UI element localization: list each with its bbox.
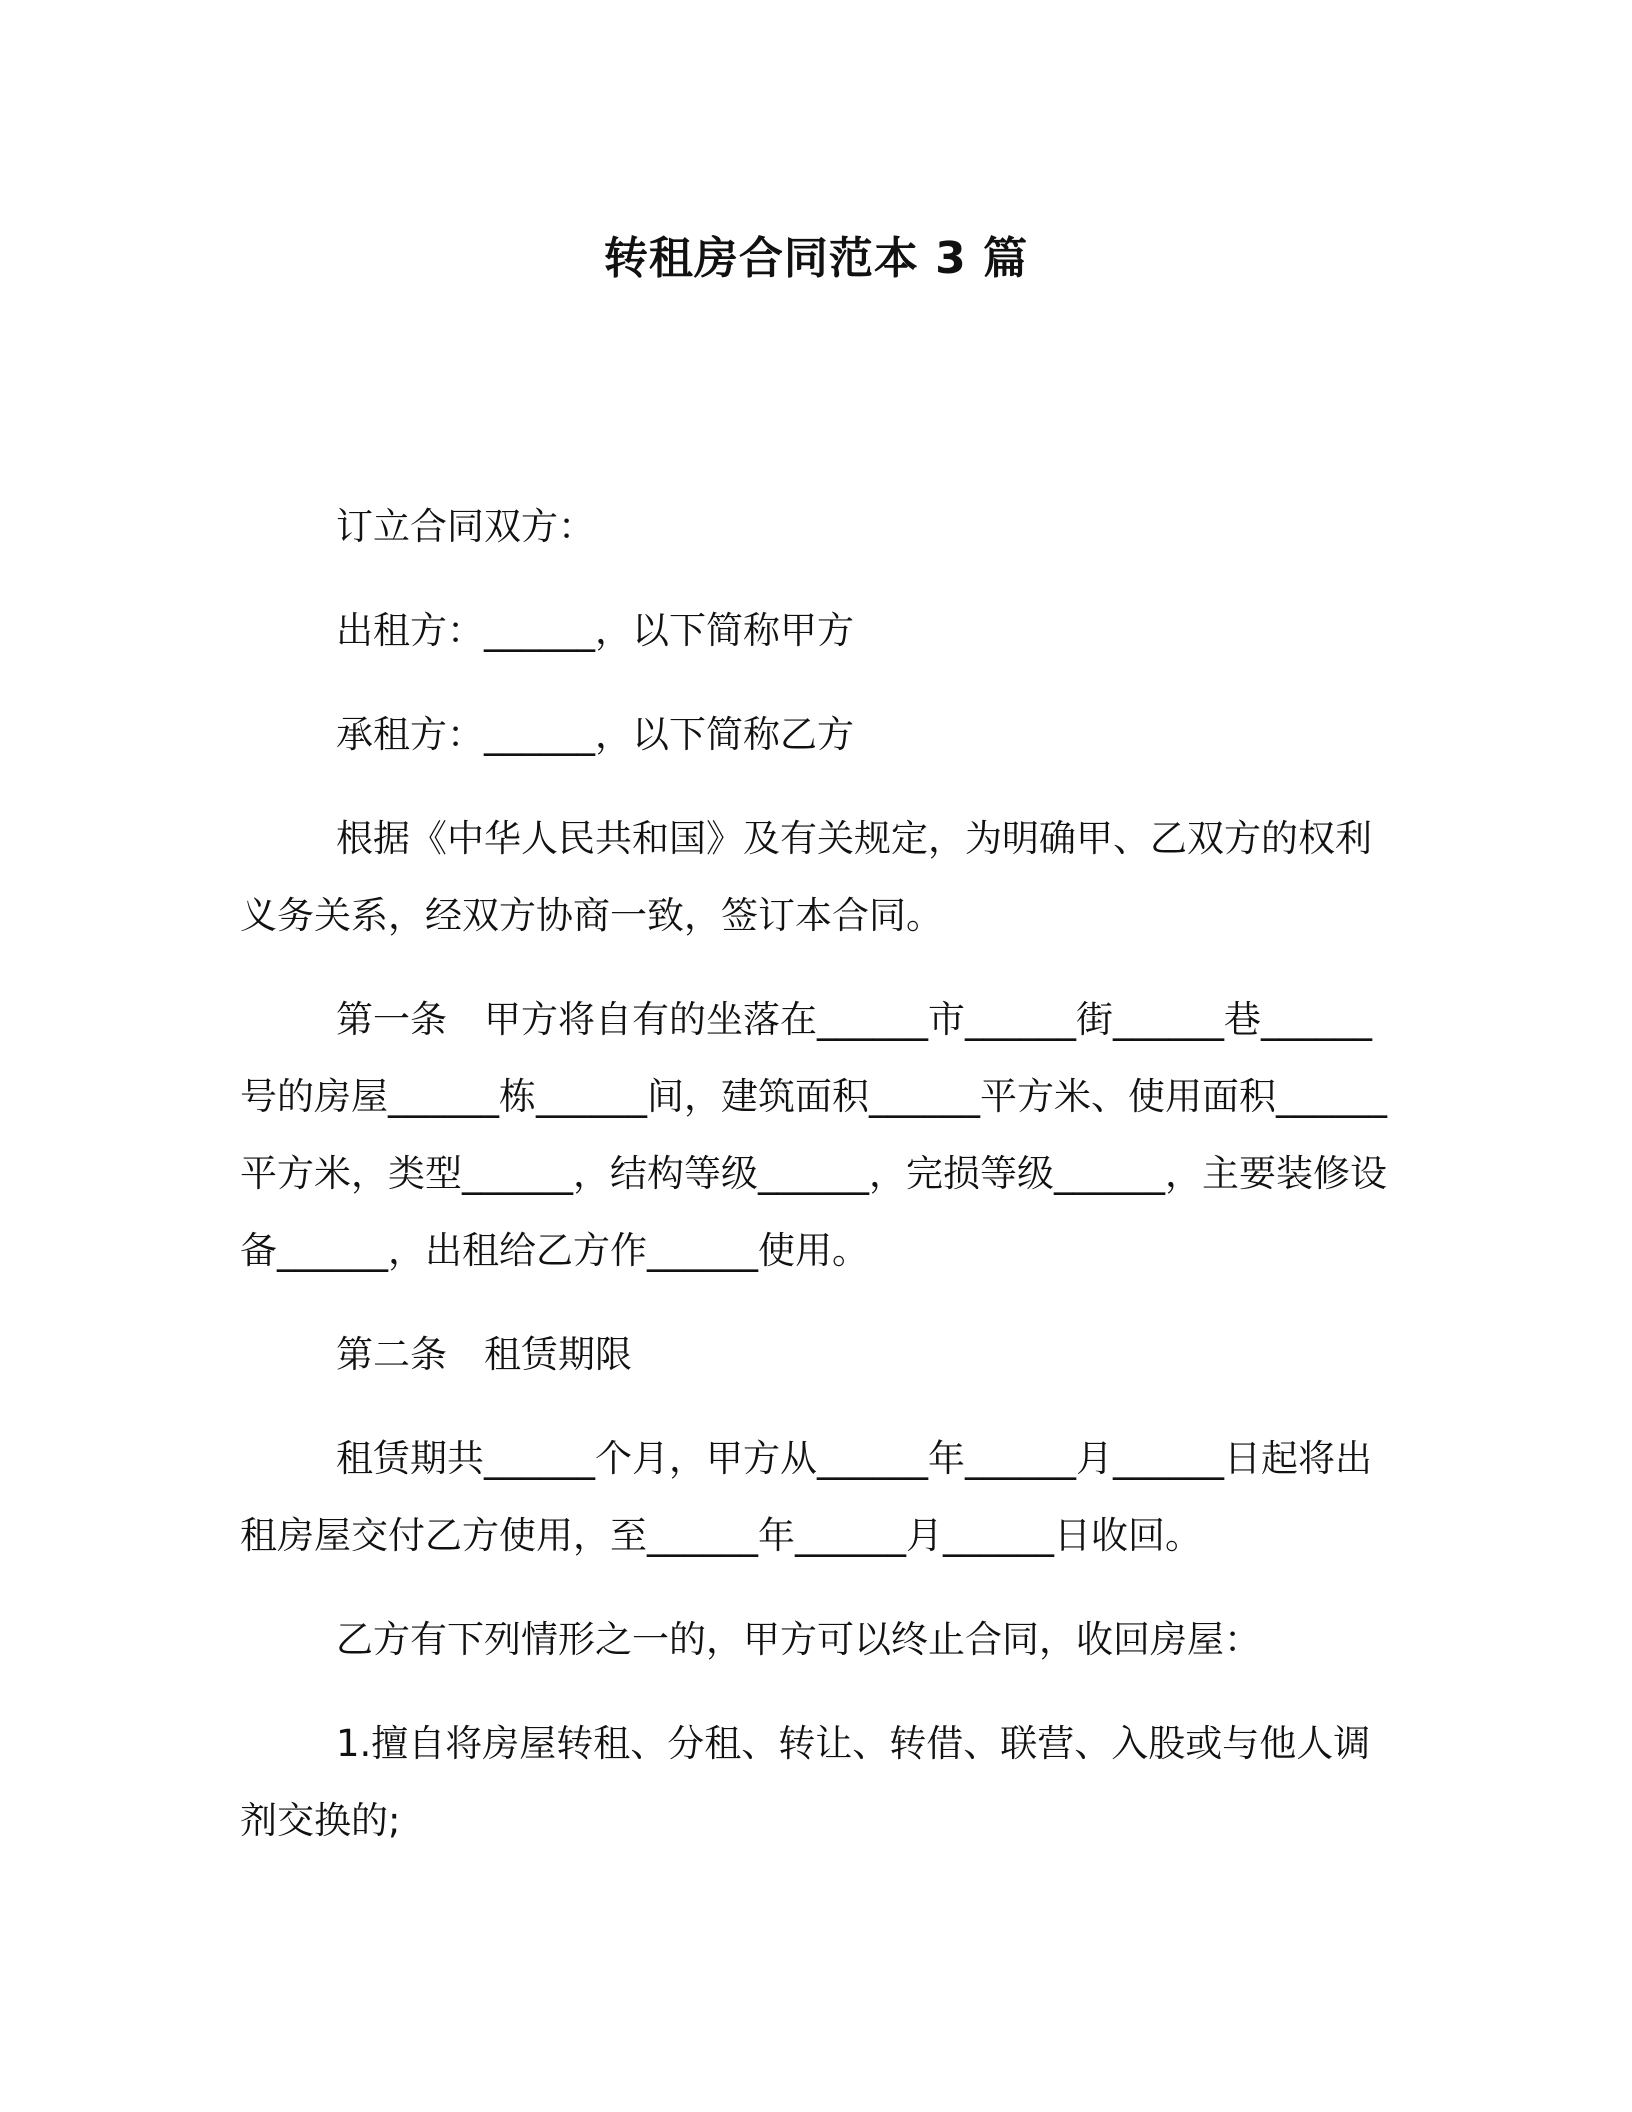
document-title: 转租房合同范本 3 篇 xyxy=(603,233,1029,284)
document-body xyxy=(240,488,1392,1886)
paragraph-preamble: 根据《中华人民共和国》及有关规定，为明确甲、乙双方的权利义务关系，经双方协商一致，签订本合同。 xyxy=(240,817,1372,937)
paragraph-condition-1: 1.擅自将房屋转租、分租、转让、转借、联营、入股或与他人调剂交换的; xyxy=(240,1722,1371,1842)
paragraph-article-2-heading: 第二条 租赁期限 xyxy=(336,1333,632,1376)
paragraph-lessee: 承租方：______，以下简称乙方 xyxy=(336,713,854,756)
paragraph-lessor: 出租方：______，以下简称甲方 xyxy=(336,609,854,652)
paragraph-lease-term: 租赁期共______个月，甲方从______年______月______日起将出租房屋交付乙方使用，至______年______月______日收回。 xyxy=(240,1437,1372,1557)
paragraph-article-1: 第一条 甲方将自有的坐落在______市______街______巷______号的房屋______栋______间，建筑面积______平方米、使用面积______平方米，类型______，结构等级______，完损等级______，主要装修设备______，出租给乙方作______使用。 xyxy=(240,998,1387,1272)
paragraph-termination-conditions: 乙方有下列情形之一的，甲方可以终止合同，收回房屋： xyxy=(336,1618,1261,1661)
paragraph-parties: 订立合同双方： xyxy=(336,505,595,548)
